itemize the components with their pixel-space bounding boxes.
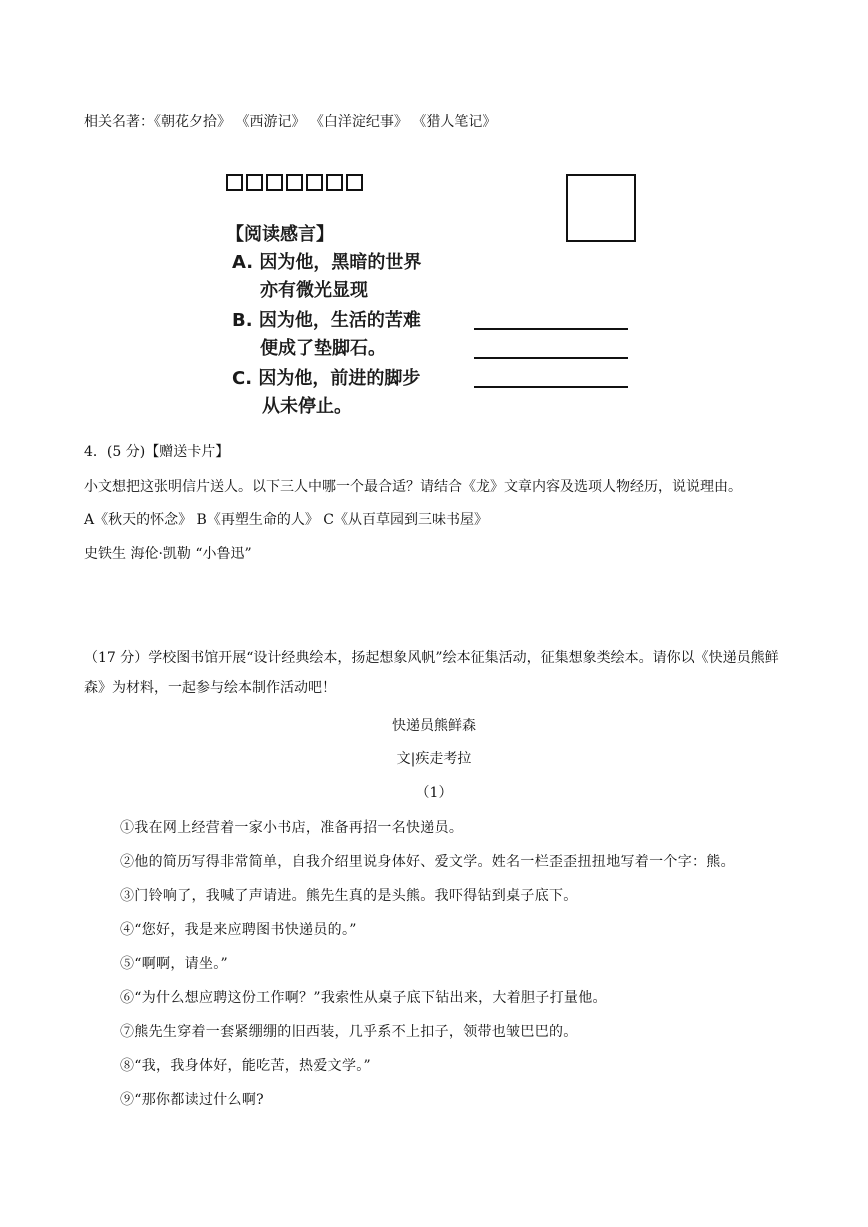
story-paragraph-4: ④“您好，我是来应聘图书快递员的。” xyxy=(120,922,357,938)
postcard-line-c: C. 因为他，前进的脚步 xyxy=(232,368,421,389)
postcard-line-b2: 便成了垫脚石。 xyxy=(260,338,386,359)
address-line xyxy=(474,328,628,330)
postcard-line-c2: 从未停止。 xyxy=(262,396,352,417)
related-books-line: 相关名著：《朝花夕拾》 《西游记》 《白洋淀纪事》 《猎人笔记》 xyxy=(84,114,497,130)
postcard-heading: 【阅读感言】 xyxy=(226,224,334,245)
address-line xyxy=(474,357,628,359)
story-paragraph-2: ②他的简历写得非常简单，自我介绍里说身体好、爱文学。姓名一栏歪歪扭扭地写着一个字：熊。 xyxy=(120,854,735,870)
story-paragraph-7: ⑦熊先生穿着一套紧绷绷的旧西装，几乎系不上扣子，领带也皱巴巴的。 xyxy=(120,1024,578,1040)
section-intro: （17 分）学校图书馆开展“设计经典绘本，扬起想象风帆”绘本征集活动，征集想象类绘本。请你以《快递员熊鲜森》为材料，一起参与绘本制作活动吧！ xyxy=(84,650,779,696)
postcard-line-a2: 亦有微光显现 xyxy=(260,280,368,301)
postcard-title-boxes xyxy=(226,174,363,191)
story-paragraph-1: ①我在网上经营着一家小书店，准备再招一名快递员。 xyxy=(120,820,464,836)
story-author: 文|疾走考拉 xyxy=(396,751,472,767)
question-4-header: 4．(5 分)【赠送卡片】 xyxy=(84,444,230,460)
blank-box xyxy=(346,174,363,191)
story-paragraph-9: ⑨“那你都读过什么啊? xyxy=(120,1092,264,1108)
stamp-box xyxy=(566,174,636,242)
story-part-number: （1） xyxy=(415,785,453,801)
address-line xyxy=(474,386,628,388)
story-title: 快递员熊鲜森 xyxy=(392,718,476,734)
postcard-line-b: B. 因为他，生活的苦难 xyxy=(232,310,421,331)
blank-box xyxy=(306,174,323,191)
story-paragraph-6: ⑥“为什么想应聘这份工作啊？”我索性从桌子底下钻出来，大着胆子打量他。 xyxy=(120,990,607,1006)
postcard-line-a: A. 因为他，黑暗的世界 xyxy=(232,252,422,273)
story-paragraph-3: ③门铃响了，我喊了声请进。熊先生真的是头熊。我吓得钻到桌子底下。 xyxy=(120,888,578,904)
question-4-prompt: 小文想把这张明信片送人。以下三人中哪一个最合适？请结合《龙》文章内容及选项人物经历，说说理由。 xyxy=(84,479,742,495)
blank-box xyxy=(286,174,303,191)
question-4-options: A《秋天的怀念》 B《再塑生命的人》 C《从百草园到三味书屋》 xyxy=(84,512,489,528)
story-paragraph-5: ⑤“啊啊，请坐。” xyxy=(120,956,229,972)
blank-box xyxy=(266,174,283,191)
blank-box xyxy=(326,174,343,191)
story-paragraph-8: ⑧“我，我身体好，能吃苦，热爱文学。” xyxy=(120,1058,372,1074)
blank-box xyxy=(246,174,263,191)
blank-box xyxy=(226,174,243,191)
question-4-people: 史铁生 海伦·凯勒 “小鲁迅” xyxy=(84,546,252,562)
